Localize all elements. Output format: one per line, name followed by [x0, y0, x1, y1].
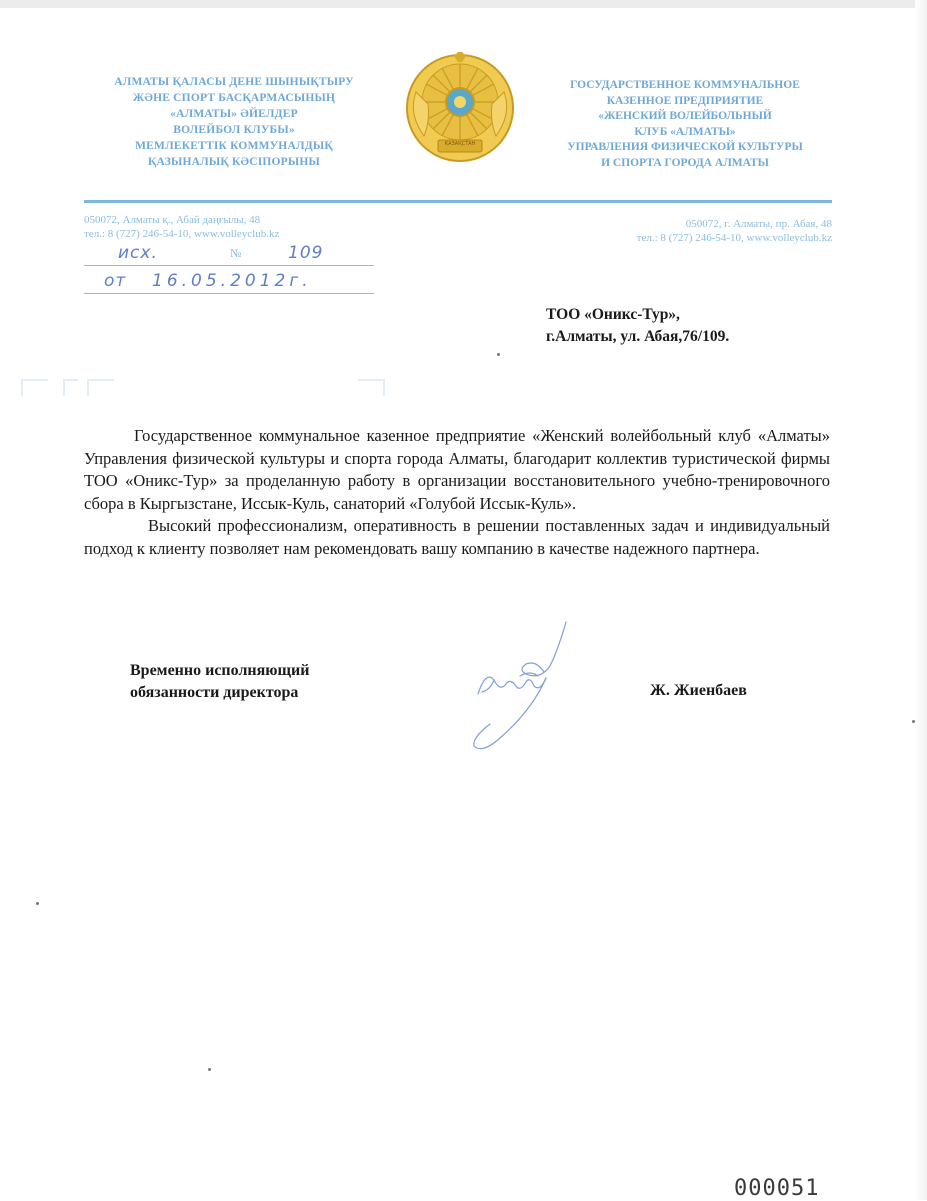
- letterhead-divider: [84, 200, 832, 203]
- letterhead-line: «АЛМАТЫ» ӘЙЕЛДЕР: [170, 108, 298, 120]
- recipient-block: [546, 304, 729, 348]
- address-line: тел.: 8 (727) 246-54-10, www.volleyclub.kz: [636, 232, 832, 244]
- letterhead-line: ЖӘНЕ СПОРТ БАСҚАРМАСЫНЫҢ: [132, 92, 336, 104]
- signatory-title-line: обязанности директора: [130, 684, 299, 701]
- date-prefix: от: [104, 271, 127, 291]
- scan-speck: [208, 1068, 211, 1071]
- scan-speck: [36, 902, 39, 905]
- letterhead-line: КЛУБ «АЛМАТЫ»: [634, 125, 736, 138]
- emblem-label: ҚАЗАҚСТАН: [444, 141, 476, 147]
- address-kazakh: [84, 213, 279, 241]
- letterhead-line: ВОЛЕЙБОЛ КЛУБЫ»: [173, 124, 295, 136]
- reference-date: 16.05.2012г.: [152, 271, 312, 291]
- letterhead-kazakh: [84, 74, 384, 170]
- letterhead-line: ГОСУДАРСТВЕННОЕ КОММУНАЛЬНОЕ: [570, 79, 800, 91]
- letterhead-line: КАЗЕННОЕ ПРЕДПРИЯТИЕ: [606, 94, 764, 107]
- address-line: тел.: 8 (727) 246-54-10, www.volleyclub.kz: [84, 228, 280, 240]
- date-underline: [84, 293, 374, 294]
- letterhead-line: МЕМЛЕКЕТТІК КОММУНАЛДЫҚ: [135, 140, 333, 152]
- letterhead-line: УПРАВЛЕНИЯ ФИЗИЧЕСКОЙ КУЛЬТУРЫ: [567, 141, 803, 153]
- address-russian: [560, 217, 832, 245]
- handwritten-signature: [460, 620, 580, 760]
- letterhead-line: АЛМАТЫ ҚАЛАСЫ ДЕНЕ ШЫНЫҚТЫРУ: [114, 76, 354, 88]
- reference-number: 109: [288, 243, 324, 263]
- state-emblem-icon: [402, 52, 518, 164]
- scan-shadow: [915, 0, 927, 1200]
- signatory-title: [130, 660, 309, 704]
- letterhead-line: ҚАЗЫНАЛЫҚ КӘСІПОРЫНЫ: [147, 156, 321, 168]
- body-paragraph: Высокий профессионализм, оперативность в решении поставленных задач и индивидуальный подход к клиенту позволяет нам рекомендовать вашу компанию в качестве надежного партнера.: [84, 516, 830, 558]
- scan-speck: [497, 353, 500, 356]
- number-label: №: [230, 246, 242, 260]
- faint-bracket-marks: [18, 376, 388, 400]
- scan-edge: [0, 0, 927, 8]
- letterhead-russian: [545, 78, 825, 171]
- signatory-title-line: Временно исполняющий: [130, 662, 310, 679]
- letterhead-line: «ЖЕНСКИЙ ВОЛЕЙБОЛЬНЫЙ: [598, 110, 772, 122]
- address-line: 050072, г. Алматы, пр. Абая, 48: [685, 218, 832, 230]
- body-paragraph: Государственное коммунальное казенное предприятие «Женский волейбольный клуб «Алматы» Управления физической культуры и спорта города Алматы, благодарит коллектив туристической фирмы ТОО «Оникс-Тур» за проделанную работу в организации восстановительного учебно-тренировочного сбора в Кыргызстане, Иссык-Куль, санаторий «Голубой Иссык-Куль».: [84, 426, 830, 513]
- recipient-name: ТОО «Оникс-Тур»,: [546, 306, 680, 323]
- outgoing-prefix: исх.: [118, 243, 158, 263]
- signatory-name: Ж. Жиенбаев: [650, 682, 747, 699]
- page-number: 000051: [734, 1176, 820, 1201]
- recipient-address: г.Алматы, ул. Абая,76/109.: [546, 328, 730, 345]
- scan-speck: [912, 720, 915, 723]
- number-underline: [84, 265, 374, 266]
- address-line: 050072, Алматы қ., Абай даңғылы, 48: [84, 214, 261, 226]
- letterhead-line: И СПОРТА ГОРОДА АЛМАТЫ: [601, 156, 769, 169]
- letter-body: [84, 425, 830, 560]
